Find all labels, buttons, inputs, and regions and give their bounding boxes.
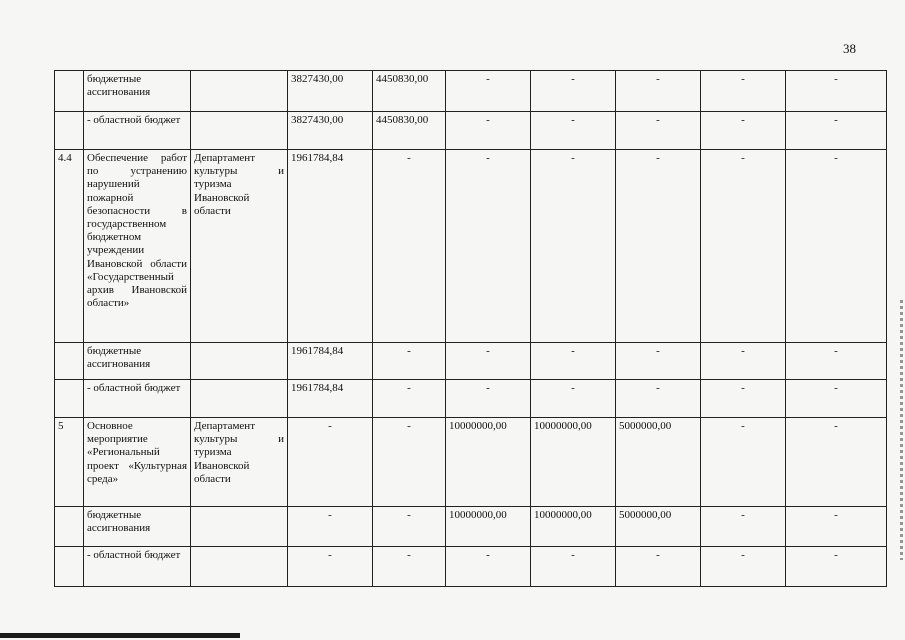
amount-year-3: - bbox=[446, 380, 531, 418]
executor bbox=[191, 343, 288, 380]
amount-year-6: - bbox=[701, 150, 786, 343]
amount-year-5: - bbox=[616, 150, 701, 343]
amount-year-4: - bbox=[531, 150, 616, 343]
amount-year-7: - bbox=[786, 71, 887, 112]
amount-year-2: 4450830,00 bbox=[373, 112, 446, 150]
amount-year-3: - bbox=[446, 343, 531, 380]
amount-year-6: - bbox=[701, 71, 786, 112]
table-row bbox=[55, 547, 887, 587]
measure-name: Основное мероприятие «Региональный проект «Культурная среда» bbox=[84, 418, 191, 507]
amount-year-3: - bbox=[446, 112, 531, 150]
table-row bbox=[55, 343, 887, 380]
amount-year-2: - bbox=[373, 343, 446, 380]
amount-year-6: - bbox=[701, 547, 786, 587]
amount-year-5: - bbox=[616, 380, 701, 418]
amount-year-4: - bbox=[531, 380, 616, 418]
measure-name: - областной бюджет bbox=[84, 380, 191, 418]
measure-name: - областной бюджет bbox=[84, 112, 191, 150]
amount-year-5: - bbox=[616, 547, 701, 587]
amount-year-3: 10000000,00 bbox=[446, 418, 531, 507]
executor bbox=[191, 71, 288, 112]
amount-year-6: - bbox=[701, 112, 786, 150]
amount-year-3: 10000000,00 bbox=[446, 507, 531, 547]
amount-year-3: - bbox=[446, 150, 531, 343]
amount-year-1: - bbox=[288, 418, 373, 507]
executor: Департамент культуры и туризма Ивановской области bbox=[191, 150, 288, 343]
executor bbox=[191, 112, 288, 150]
amount-year-4: - bbox=[531, 112, 616, 150]
row-number bbox=[55, 343, 84, 380]
scan-bottom-bar bbox=[0, 633, 240, 638]
budget-table bbox=[54, 70, 887, 587]
amount-year-5: 5000000,00 bbox=[616, 507, 701, 547]
row-number bbox=[55, 547, 84, 587]
amount-year-7: - bbox=[786, 380, 887, 418]
amount-year-2: - bbox=[373, 150, 446, 343]
amount-year-3: - bbox=[446, 547, 531, 587]
amount-year-4: - bbox=[531, 71, 616, 112]
amount-year-7: - bbox=[786, 547, 887, 587]
amount-year-4: 10000000,00 bbox=[531, 418, 616, 507]
measure-name: Обеспечение работ по устранению нарушений пожарной безопасности в государственном бюджетном учреждении Ивановской области «Государственный архив Ивановской области» bbox=[84, 150, 191, 343]
amount-year-1: 1961784,84 bbox=[288, 343, 373, 380]
amount-year-1: - bbox=[288, 547, 373, 587]
row-number bbox=[55, 112, 84, 150]
amount-year-2: - bbox=[373, 547, 446, 587]
amount-year-6: - bbox=[701, 507, 786, 547]
amount-year-1: - bbox=[288, 507, 373, 547]
amount-year-7: - bbox=[786, 507, 887, 547]
amount-year-1: 3827430,00 bbox=[288, 112, 373, 150]
executor bbox=[191, 547, 288, 587]
table-row bbox=[55, 380, 887, 418]
amount-year-6: - bbox=[701, 380, 786, 418]
amount-year-7: - bbox=[786, 343, 887, 380]
amount-year-7: - bbox=[786, 112, 887, 150]
executor bbox=[191, 507, 288, 547]
table-row bbox=[55, 418, 887, 507]
amount-year-2: - bbox=[373, 380, 446, 418]
amount-year-2: - bbox=[373, 418, 446, 507]
amount-year-2: - bbox=[373, 507, 446, 547]
amount-year-6: - bbox=[701, 418, 786, 507]
row-number: 5 bbox=[55, 418, 84, 507]
table-row bbox=[55, 507, 887, 547]
amount-year-7: - bbox=[786, 150, 887, 343]
measure-name: бюджетные ассигнования bbox=[84, 507, 191, 547]
table-row bbox=[55, 150, 887, 343]
measure-name: бюджетные ассигнования bbox=[84, 343, 191, 380]
executor bbox=[191, 380, 288, 418]
measure-name: - областной бюджет bbox=[84, 547, 191, 587]
page-number: 38 bbox=[843, 41, 856, 56]
table-row bbox=[55, 71, 887, 112]
amount-year-5: 5000000,00 bbox=[616, 418, 701, 507]
amount-year-4: - bbox=[531, 343, 616, 380]
row-number: 4.4 bbox=[55, 150, 84, 343]
amount-year-1: 3827430,00 bbox=[288, 71, 373, 112]
amount-year-2: 4450830,00 bbox=[373, 71, 446, 112]
amount-year-4: - bbox=[531, 547, 616, 587]
table-row bbox=[55, 112, 887, 150]
row-number bbox=[55, 71, 84, 112]
amount-year-6: - bbox=[701, 343, 786, 380]
amount-year-1: 1961784,84 bbox=[288, 150, 373, 343]
amount-year-5: - bbox=[616, 71, 701, 112]
executor: Департамент культуры и туризма Ивановской области bbox=[191, 418, 288, 507]
amount-year-4: 10000000,00 bbox=[531, 507, 616, 547]
amount-year-5: - bbox=[616, 112, 701, 150]
amount-year-7: - bbox=[786, 418, 887, 507]
measure-name: бюджетные ассигнования bbox=[84, 71, 191, 112]
scan-edge-artifact bbox=[900, 300, 903, 560]
amount-year-5: - bbox=[616, 343, 701, 380]
row-number bbox=[55, 380, 84, 418]
amount-year-1: 1961784,84 bbox=[288, 380, 373, 418]
row-number bbox=[55, 507, 84, 547]
amount-year-3: - bbox=[446, 71, 531, 112]
